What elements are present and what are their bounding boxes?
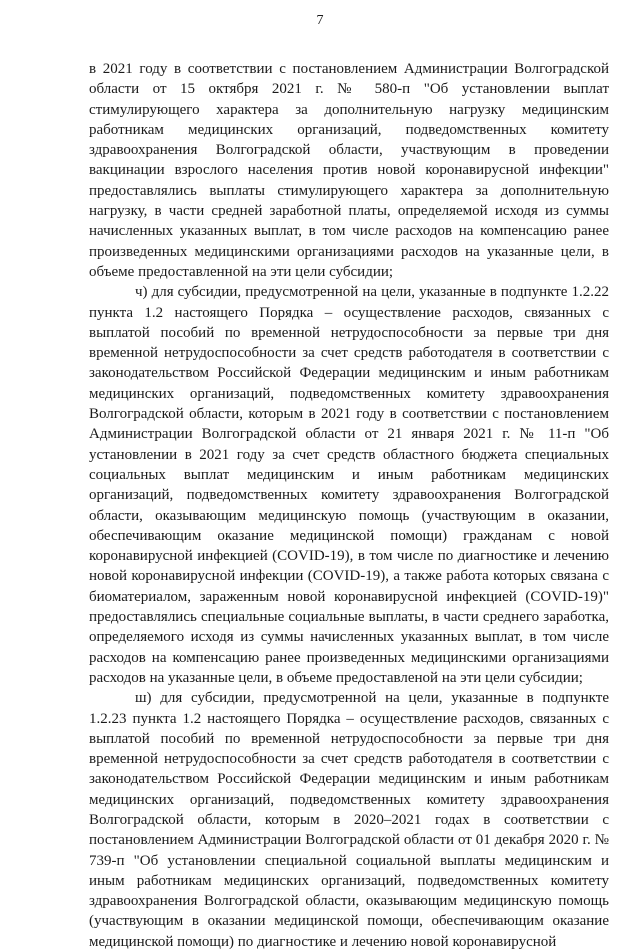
paragraph-item-ch: ч) для субсидии, предусмотренной на цели, указанные в подпункте 1.2.22 пункта 1.2 настоящего Порядка – осуществление расходов, связанных с выплатой пособий по временной нетрудоспособности за первые три дня временной нетрудоспособности за счет средств работодателя в соответствии с законодательством Российской Федерации медицинским и иным работникам медицинских организаций, подведомственных комитету здравоохранения Волгоградской области, которым в 2021 году в соответствии с постановлением Администрации Волгоградской области от 21 января 2021 г. № 11-п "Об установлении в 2021 году за счет средств областного бюджета специальных социальных выплат медицинским и иным работникам медицинских организаций, подведомственных комитету здравоохранения Волгоградской области, оказывающим медицинскую помощь (участвующим в оказании, обеспечивающим оказание медицинской помощи) гражданам с новой коронавирусной инфекцией (COVID-19), в том числе по диагностике и лечению новой коронавирусной инфекции (COVID-19), а также работа которых связана с биоматериалом, зараженным новой коронавирусной инфекцией (COVID-19)" предоставлялись специальные социальные выплаты, в части среднего заработка, определяемого исходя из суммы начисленных указанных выплат, в том числе расходов на компенсацию ранее произведенных медицинскими организациями расходов на указанные цели, в объеме предоставленой на эти цели субсидии; (89, 284, 609, 686)
page-number: 7 (316, 13, 324, 28)
document-body (89, 59, 609, 952)
paragraph-item-sh: ш) для субсидии, предусмотренной на цели, указанные в подпункте 1.2.23 пункта 1.2 настоящего Порядка – осуществление расходов, связанных с выплатой пособий по временной нетрудоспособности за первые три дня временной нетрудоспособности за счет средств работодателя в соответствии с законодательством Российской Федерации медицинским и иным работникам медицинских организаций, подведомственных комитету здравоохранения Волгоградской области, которым в 2020–2021 годах в соответствии с постановлением Администрации Волгоградской области от 01 декабря 2020 г. № 739-п "Об установлении специальной социальной выплаты медицинским и иным работникам медицинских организаций, подведомственных комитету здравоохранения Волгоградской области, оказывающим медицинскую помощь (участвующим в оказании медицинской помощи, обеспечивающим оказание медицинской помощи) по диагностике и лечению новой коронавирусной (89, 690, 609, 950)
paragraph-continuation: в 2021 году в соответствии с постановлением Администрации Волгоградской области от 15 октября 2021 г. № 580-п "Об установлении выплат стимулирующего характера за дополнительную нагрузку медицинским работникам медицинских организаций, подведомственных комитету здравоохранения Волгоградской области, участвующим в проведении вакцинации взрослого населения против новой коронавирусной инфекции" предоставлялись выплаты стимулирующего характера за дополнительную нагрузку, в части средней заработной платы, определяемой исходя из суммы начисленных указанных выплат, в том числе расходов на компенсацию ранее произведенных медицинскими организациями расходов на указанные цели, в объеме предоставленной на эти цели субсидии; (89, 61, 609, 280)
